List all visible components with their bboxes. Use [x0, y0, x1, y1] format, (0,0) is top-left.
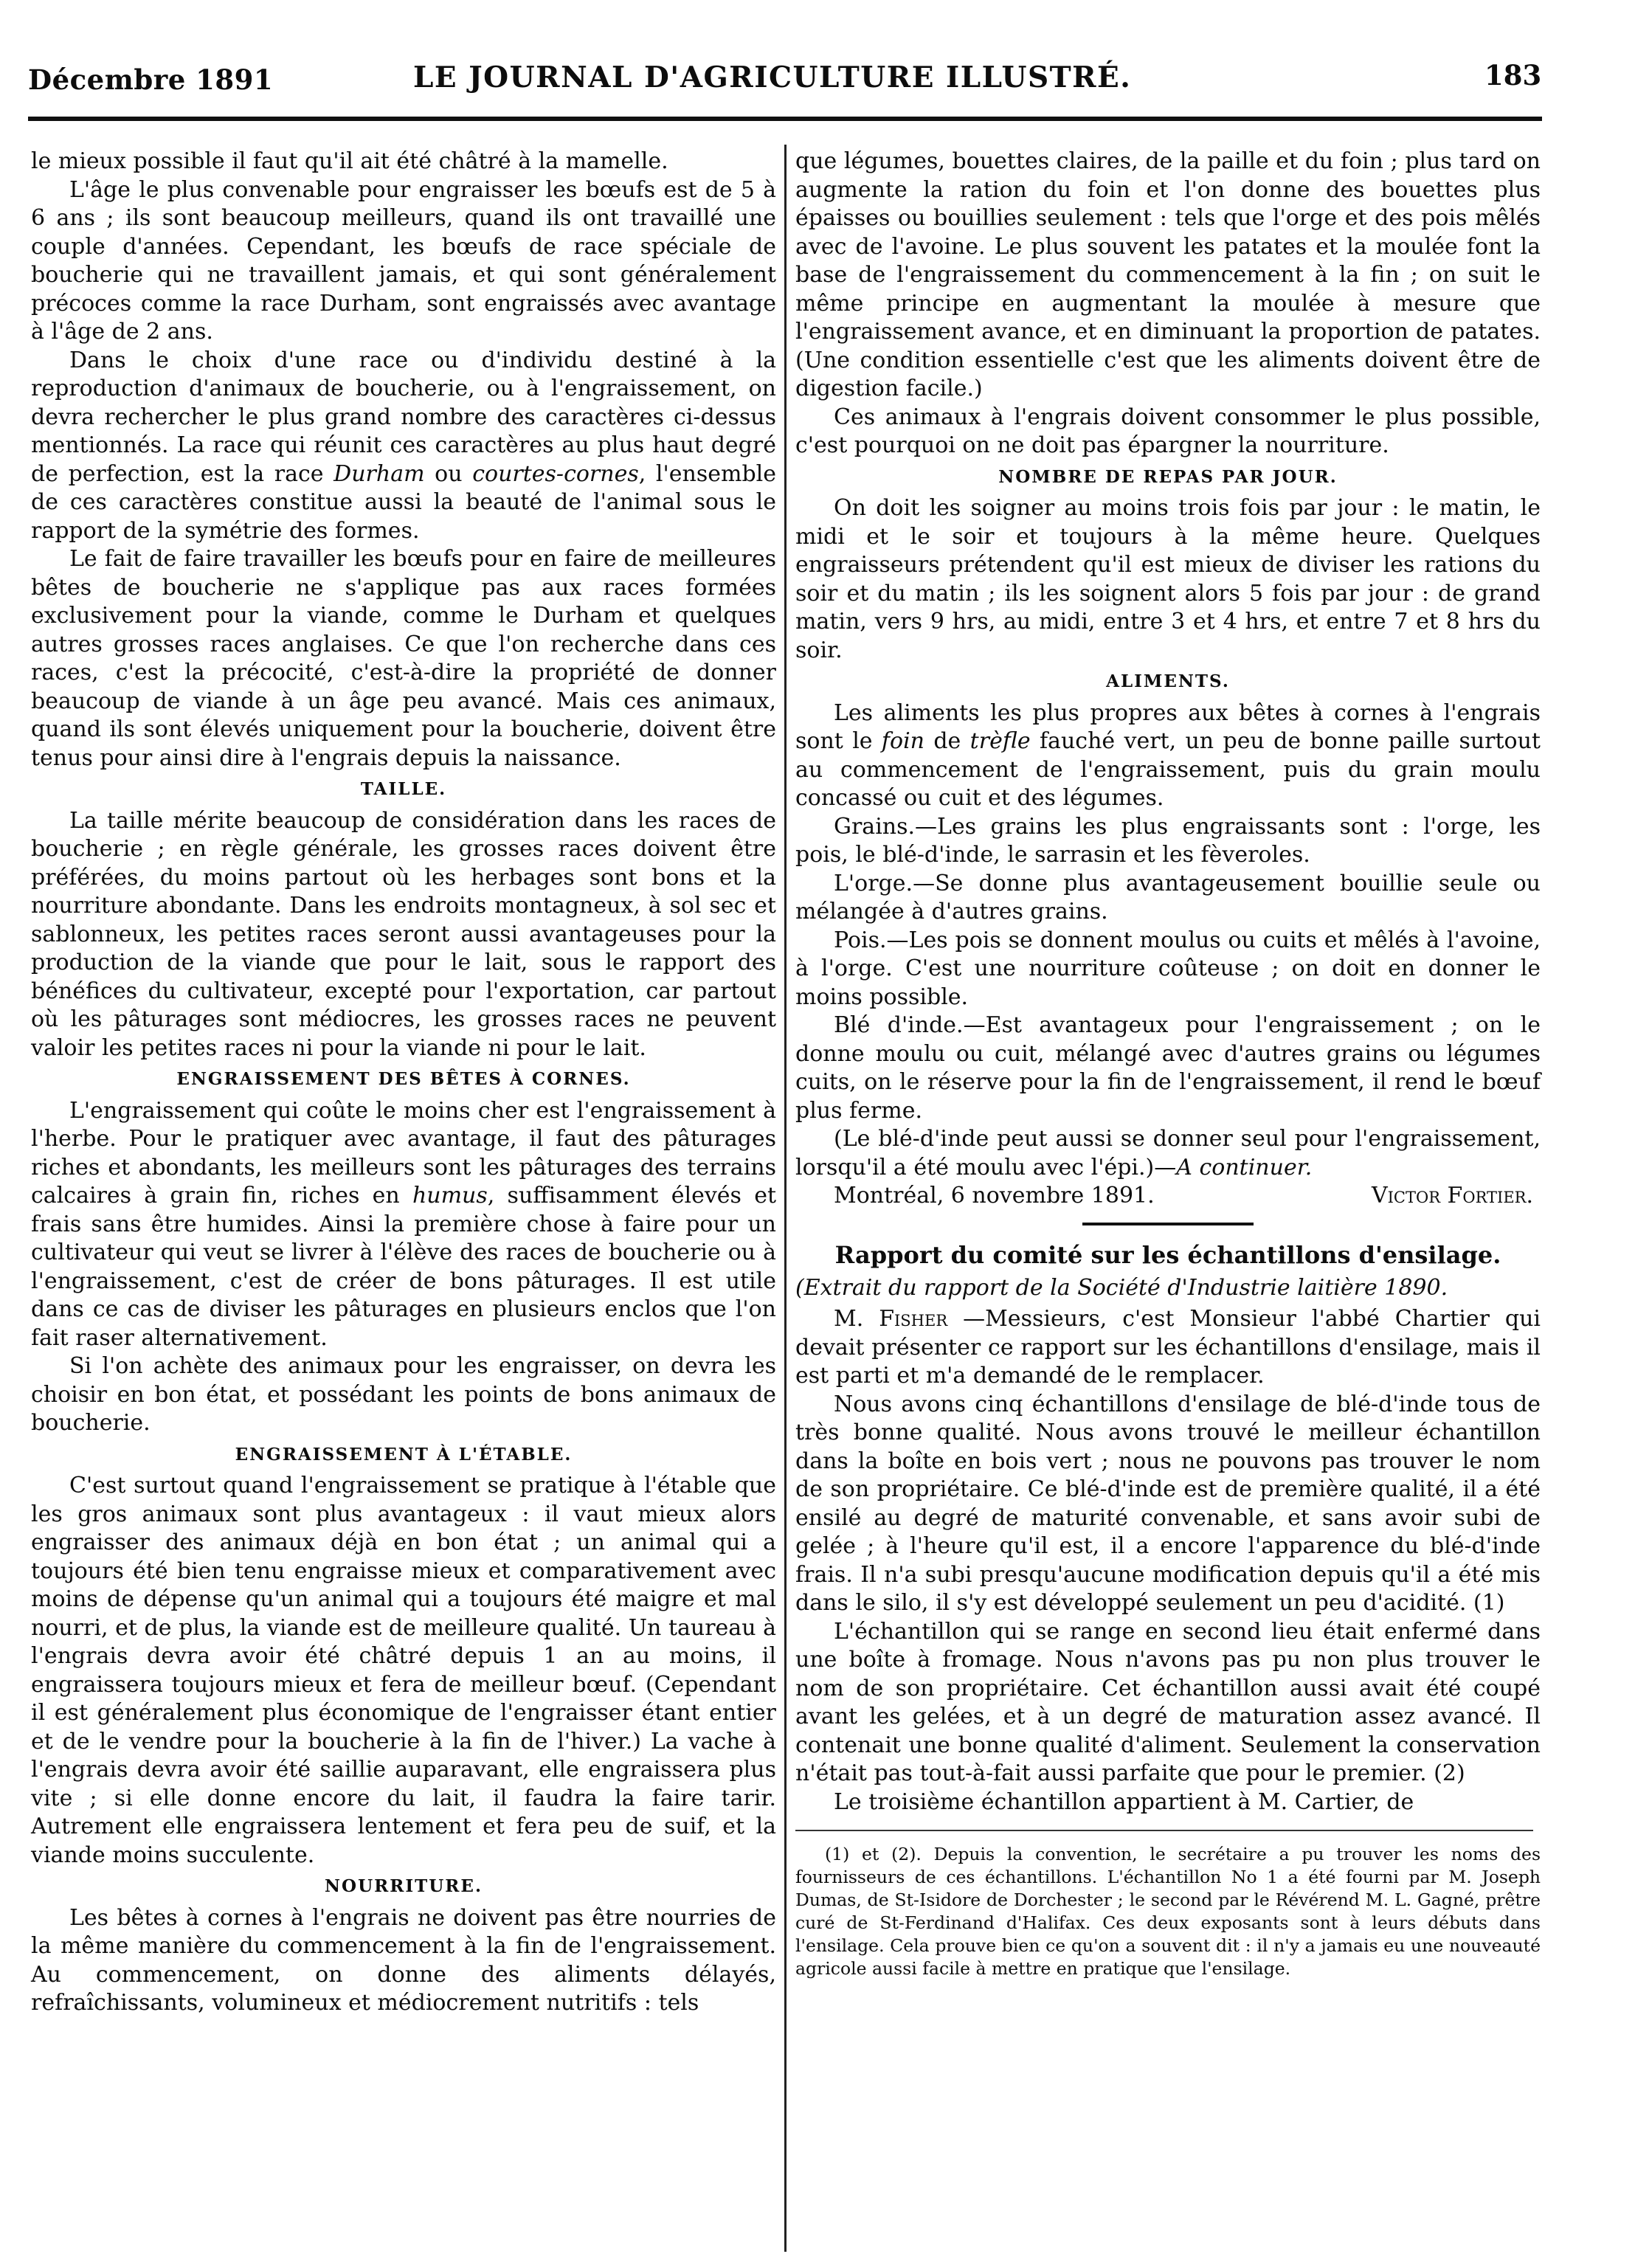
paragraph: Blé d'inde.—Est avantageux pour l'engraissement ; on le donne moulu ou cuit, mélangé avec d'autres grains ou légumes cuits, on le réserve pour la fin de l'engraissement, il rend le bœuf plus ferme.: [795, 1012, 1541, 1124]
article-title: Rapport du comité sur les échantillons d'ensilage.: [834, 1240, 1501, 1269]
paragraph: Pois.—Les pois se donnent moulus ou cuits et mêlés à l'avoine, à l'orge. C'est une nourriture coûteuse ; on doit en donner le moins possible.: [795, 927, 1541, 1010]
section-heading-taille: TAILLE.: [360, 779, 447, 799]
signature-line: [795, 1182, 1541, 1211]
issue-date: Décembre 1891: [28, 63, 274, 96]
term-humus: humus: [412, 1183, 488, 1209]
section-heading-engraissement: ENGRAISSEMENT DES BÊTES À CORNES.: [176, 1069, 631, 1089]
text-run: Dans le choix d'une race ou d'individu destiné à la reproduction d'animaux de boucherie, ou à l'engraissement, on devra rechercher le plus grand nombre des caractères ci-dessus mentionnés. La race qui réunit ces caractères au plus haut degré de perfection, est la race: [31, 347, 776, 487]
paragraph: On doit les soigner au moins trois fois par jour : le matin, le midi et le soir et toujours à la même heure. Quelques engraisseurs prétendent qu'il est mieux de diviser les rations du soir et du matin ; ils les soignent alors 5 fois par jour : de grand matin, vers 9 hrs, au midi, entre 3 et 4 hrs, et entre 7 et 8 hrs du soir.: [795, 495, 1541, 663]
header-rule: [28, 117, 1542, 121]
text-run: de: [924, 728, 970, 754]
text-run: L'engraissement qui coûte le moins cher est l'engraissement à l'herbe. Pour le pratiquer avec avantage, il faut des pâturages riches et abondants, les meilleurs sont les pâturages des terrains calcaires à grain fin, riches en: [31, 1097, 776, 1209]
right-column: [795, 148, 1541, 1980]
text-run: fauché vert, un peu de bonne paille surtout au commencement de l'engraissement, puis du grain moulu concassé ou cuit et des légumes.: [795, 728, 1541, 811]
article-separator-rule: [1082, 1223, 1254, 1225]
signature-author: Victor Fortier.: [1371, 1183, 1533, 1209]
paragraph: Si l'on achète des animaux pour les engraisser, on devra les choisir en bon état, et possédant les points de bons animaux de boucherie.: [31, 1353, 776, 1436]
paragraph: L'orge.—Se donne plus avantageusement bouillie seule ou mélangée à d'autres grains.: [795, 870, 1541, 924]
term-foin: foin: [881, 728, 924, 754]
text-run: , suffisamment élevés et frais sans être humides. Ainsi la première chose à faire pour un cultivateur qui veut se livrer à l'élève des races de boucherie ou à l'engraissement, c'est de créer de bons pâturages. Il est utile dans ce cas de diviser les pâturages en plusieurs enclos que l'on fait raser alternativement.: [31, 1183, 776, 1351]
left-column: [31, 148, 776, 2018]
breed-name-courtes-cornes: courtes-cornes: [472, 460, 639, 487]
paragraph: [795, 1125, 1541, 1182]
paragraph: [31, 1097, 776, 1353]
paragraph: Le fait de faire travailler les bœufs pour en faire de meilleures bêtes de boucherie ne s'applique pas aux races formées exclusivement pour la viande, comme le Durham et quelques autres grosses races anglaises. Ce que l'on recherche dans ces races, c'est la précocité, c'est-à-dire la propriété de donner beaucoup de viande à un âge peu avancé. Mais ces animaux, quand ils sont élevés uniquement pour la boucherie, doivent être tenus pour ainsi dire à l'engrais depuis la naissance.: [31, 546, 776, 771]
text-run: Les aliments les plus propres aux bêtes à cornes à l'engrais sont le: [795, 699, 1541, 754]
footnote-rule: [795, 1830, 1533, 1831]
breed-name-durham: Durham: [333, 460, 425, 487]
signature-place-date: Montréal, 6 novembre 1891.: [834, 1183, 1155, 1209]
paragraph: le mieux possible il faut qu'il ait été châtré à la mamelle.: [31, 148, 668, 174]
section-heading-nourriture: NOURRITURE.: [325, 1876, 483, 1896]
paragraph: Ces animaux à l'engrais doivent consommer le plus possible, c'est pourquoi on ne doit pas épargner la nourriture.: [795, 404, 1541, 458]
paragraph: [795, 699, 1541, 813]
paragraph: que légumes, bouettes claires, de la paille et du foin ; plus tard on augmente la ration du foin et l'on donne des bouettes plus épaisses ou bouillies seulement : tels que l'orge et des pois mêlés avec de l'avoine. Le plus souvent les patates et la moulée font la base de l'engraissement du commencement à la fin ; on suit le même principe en augmentant la moulée à mesure que l'engraissement avance, et en diminuant la proportion de patates. (Une condition essentielle c'est que les aliments doivent être de digestion facile.): [795, 148, 1541, 401]
running-head: [0, 0, 1635, 103]
to-be-continued: A continuer.: [1176, 1154, 1313, 1180]
footnote: (1) et (2). Depuis la convention, le secrétaire a pu trouver les noms des fournisseurs de ces échantillons. L'échantillon No 1 a été fourni par M. Joseph Dumas, de St-Isidore de Dorchester ; le second par le Révérend M. L. Gagné, prêtre curé de St-Ferdinand d'Halifax. Ces deux exposants sont à leurs débuts dans l'ensilage. Cela prouve bien ce qu'on a souvent dit : il n'y a jamais eu une nouveauté agricole aussi facile à mettre en pratique que l'ensilage.: [795, 1844, 1541, 1979]
text-run: —Messieurs, c'est Monsieur l'abbé Chartier qui devait présenter ce rapport sur les échantillons d'ensilage, mais il est parti et m'a demandé de le remplacer.: [795, 1306, 1541, 1389]
paragraph: L'âge le plus convenable pour engraisser les bœufs est de 5 à 6 ans ; ils sont beaucoup meilleurs, quand ils ont travaillé une couple d'années. Cependant, les bœufs de race spéciale de boucherie qui ne travaillent jamais, et qui sont généralement précoces comme la race Durham, sont engraissés avec avantage à l'âge de 2 ans.: [31, 176, 776, 345]
text-run: ou: [424, 460, 473, 487]
column-divider: [784, 145, 787, 2252]
paragraph: Les bêtes à cornes à l'engrais ne doivent pas être nourries de la même manière du commencement à la fin de l'engraissement. Au commencement, on donne des aliments délayés, refraîchissants, volumineux et médiocrement nutritifs : tels: [31, 1904, 776, 2016]
journal-title: LE JOURNAL D'AGRICULTURE ILLUSTRÉ.: [413, 60, 1132, 94]
paragraph: [795, 1305, 1541, 1391]
paragraph: [31, 347, 776, 546]
paragraph: La taille mérite beaucoup de considération dans les races de boucherie ; en règle générale, les grosses races doivent être préférées, du moins partout où les herbages sont bons et la nourriture abondante. Dans les endroits montagneux, à sol sec et sablonneux, les petites races seront aussi avantageuses pour la production de la viande que pour le lait, sous le rapport des bénéfices du cultivateur, excepté pour l'exportation, car partout où les pâturages sont médiocres, les grosses races ne peuvent valoir les petites races ni pour la viande ni pour le lait.: [31, 807, 776, 1061]
paragraph: Le troisième échantillon appartient à M. Cartier, de: [834, 1788, 1414, 1815]
article-source: (Extrait du rapport de la Société d'Industrie laitière 1890.: [795, 1274, 1448, 1301]
paragraph: Grains.—Les grains les plus engraissants sont : l'orge, les pois, le blé-d'inde, le sarrasin et les fèveroles.: [795, 813, 1541, 868]
text-run: , l'ensemble de ces caractères constitue aussi la beauté de l'animal sous le rapport de la symétrie des formes.: [31, 460, 776, 544]
text-run: (Le blé-d'inde peut aussi se donner seul pour l'engraissement, lorsqu'il a été moulu avec l'épi.)—: [795, 1126, 1541, 1180]
term-trefle: trèfle: [969, 728, 1031, 754]
section-heading-aliments: ALIMENTS.: [1106, 671, 1230, 691]
speaker-name: M. Fisher: [834, 1306, 948, 1332]
paragraph: L'échantillon qui se range en second lieu était enfermé dans une boîte à fromage. Nous n'avons pas pu non plus trouver le nom de son propriétaire. Cet échantillon aussi avait été coupé avant les gelées, et à un degré de maturation assez avancé. Il contenait une bonne qualité d'aliment. Seulement la conservation n'était pas tout-à-fait aussi parfaite que pour le premier. (2): [795, 1618, 1541, 1786]
page-number: 183: [1484, 59, 1542, 91]
section-heading-etable: ENGRAISSEMENT À L'ÉTABLE.: [235, 1444, 573, 1465]
section-heading-repas: NOMBRE DE REPAS PAR JOUR.: [998, 466, 1338, 487]
paragraph: C'est surtout quand l'engraissement se pratique à l'étable que les gros animaux sont plus avantageux : il vaut mieux alors engraisser des animaux déjà en bon état ; un animal qui a toujours été bien tenu engraisse mieux et comparativement avec moins de dépense qu'un animal qui a toujours été maigre et mal nourri, et de plus, la viande est de meilleure qualité. Un taureau à l'engrais devra avoir été châtré depuis 1 an au moins, il engraissera toujours mieux et fera de meilleur bœuf. (Cependant il est généralement plus économique de l'engraisser étant entier et de le vendre pour la boucherie à la fin de l'hiver.) La vache à l'engrais devra avoir été saillie auparavant, elle engraissera plus vite ; si elle donne encore du lait, il faudra la faire tarir. Autrement elle engraissera lentement et fera peu de suif, et la viande moins succulente.: [31, 1473, 776, 1868]
paragraph: Nous avons cinq échantillons d'ensilage de blé-d'inde tous de très bonne qualité. Nous avons trouvé le meilleur échantillon dans la boîte en bois vert ; nous ne pouvons pas trouver le nom de son propriétaire. Ce blé-d'inde est de première qualité, il a été ensilé au degré de maturité convenable, et sans avoir subi de gelée ; à l'heure qu'il est, il a encore l'apparence du blé-d'inde frais. Il n'a subi presqu'aucune modification depuis qu'il a été mis dans le silo, il s'y est développé seulement un peu d'acidité. (1): [795, 1391, 1541, 1616]
